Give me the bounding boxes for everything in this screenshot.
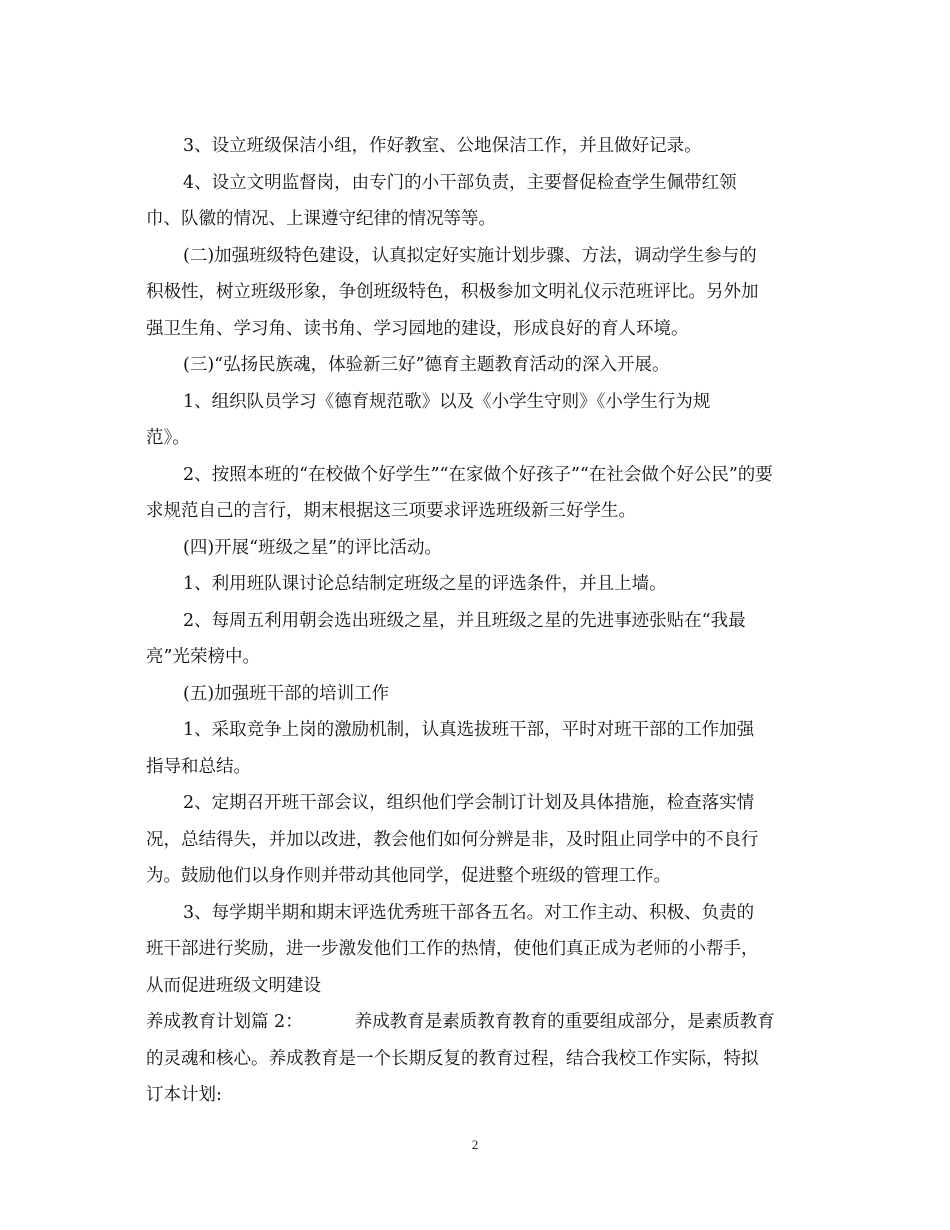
- paragraph-item-1-study-rules: [146, 384, 808, 457]
- text-line: 巾、队徽的情况、上课遵守纪律的情况等等。: [146, 209, 496, 229]
- text-line: 2、每周五利用朝会选出班级之星，并且班级之星的先进事迹张贴在“我最: [183, 610, 746, 631]
- paragraph-item-2-cadre-meetings: [146, 785, 808, 895]
- text-line: 为。鼓励他们以身作则并带动其他同学，促进整个班级的管理工作。: [146, 866, 671, 886]
- text-line: 2、定期召开班干部会议，组织他们学会制订计划及具体措施，检查落实情: [183, 793, 755, 813]
- text-line: (四)开展“班级之星”的评比活动。: [183, 537, 443, 558]
- paragraph-item-3-cleaning: [146, 128, 808, 165]
- paragraph-section-plan-2: [146, 1004, 808, 1114]
- section-heading: 养成教育计划篇 2：: [146, 1012, 303, 1032]
- paragraph-item-1-star-criteria: [146, 566, 808, 603]
- text-line: 4、设立文明监督岗，由专门的小干部负责，主要督促检查学生佩带红领: [183, 172, 737, 193]
- section-first-line: [146, 1004, 808, 1041]
- page-number: 2: [471, 1137, 479, 1152]
- text-line: 1、利用班队课讨论总结制定班级之星的评选条件，并且上墙。: [183, 574, 667, 594]
- document-body: [146, 128, 808, 1114]
- text-line: 积极性，树立班级形象，争创班级特色，积极参加文明礼仪示范班评比。另外加: [146, 282, 759, 302]
- paragraph-section-4-class-star: [146, 530, 808, 567]
- text-line: 求规范自己的言行，期末根据这三项要求评选班级新三好学生。: [146, 501, 636, 521]
- text-line: 3、每学期半期和期末评选优秀班干部各五名。对工作主动、积极、负责的: [183, 902, 755, 923]
- text-line: 1、采取竞争上岗的激励机制，认真选拔班干部，平时对班干部的工作加强: [183, 720, 755, 740]
- text-line: 班干部进行奖励，进一步激发他们工作的热情，使他们真正成为老师的小帮手，: [146, 939, 759, 959]
- paragraph-section-3-moral-education: [146, 347, 808, 384]
- paragraph-item-2-star-selection: [146, 603, 808, 676]
- text-line: 指导和总结。: [146, 756, 251, 777]
- text-line: 范》。: [146, 428, 190, 448]
- text-line: (五)加强班干部的培训工作: [183, 683, 390, 704]
- text-line: 的灵魂和核心。养成教育是一个长期反复的教育过程，结合我校工作实际，特拟: [146, 1048, 759, 1069]
- text-line: 强卫生角、学习角、读书角、学习园地的建设，形成良好的育人环境。: [146, 318, 689, 339]
- paragraph-item-1-cadre-selection: [146, 712, 808, 785]
- text-line: (二)加强班级特色建设，认真拟定好实施计划步骤、方法，调动学生参与的: [183, 245, 757, 266]
- paragraph-item-4-supervision: [146, 165, 808, 238]
- section-intro-text: 养成教育是素质教育教育的重要组成部分，是素质教育: [354, 1012, 775, 1032]
- paragraph-item-2-three-goods: [146, 457, 808, 530]
- paragraph-item-3-cadre-awards: [146, 895, 808, 1005]
- paragraph-section-5-cadre-training: [146, 676, 808, 713]
- text-line: 从而促进班级文明建设: [146, 975, 321, 996]
- text-line: 订本计划:: [146, 1085, 222, 1105]
- text-line: 亮”光荣榜中。: [146, 647, 260, 667]
- text-line: 况，总结得失，并加以改进，教会他们如何分辨是非，及时阻止同学中的不良行: [146, 829, 759, 850]
- text-line: 3、设立班级保洁小组，作好教室、公地保洁工作，并且做好记录。: [183, 136, 702, 156]
- text-line: (三)“弘扬民族魂，体验新三好”德育主题教育活动的深入开展。: [183, 355, 670, 375]
- text-line: 2、按照本班的“在校做个好学生”“在家做个好孩子”“在社会做个好公民”的要: [183, 464, 773, 485]
- text-line: 1、组织队员学习《德育规范歌》以及《小学生守则》《小学生行为规: [183, 391, 711, 412]
- paragraph-section-2-class-features: [146, 238, 808, 348]
